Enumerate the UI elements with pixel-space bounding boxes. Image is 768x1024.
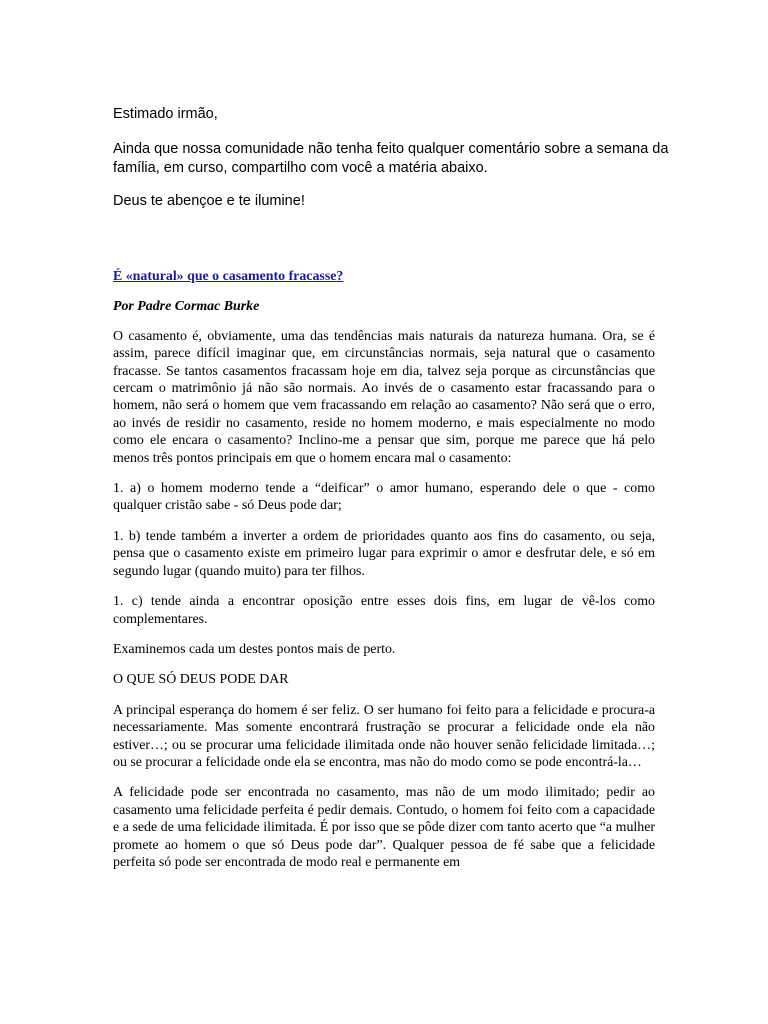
article-list-item-b: 1. b) tende também a inverter a ordem de prioridades quanto aos fins do casamento, ou seja, pensa que o casamento existe em primeiro lugar para exprimir o amor e desfrutar dele, e só em segundo lugar (quando muito) para ter filhos. bbox=[113, 528, 655, 579]
article-body bbox=[113, 268, 655, 884]
article-list-item-a: 1. a) o homem moderno tende a “deificar” o amor humano, esperando dele o que - como qualquer cristão sabe - só Deus pode dar; bbox=[113, 481, 655, 514]
letter-intro bbox=[113, 140, 673, 178]
letter-greeting bbox=[113, 105, 673, 124]
article-title-link[interactable]: É «natural» que o casamento fracasse? bbox=[113, 269, 344, 284]
letter-blessing bbox=[113, 192, 673, 211]
article-paragraph: O casamento é, obviamente, uma das tendências mais naturais da natureza humana. Ora, se é assim, parece difícil imaginar que, em circunstâncias normais, seja natural que o casamento fracasse. Se tantos casamentos fracassam hoje em dia, talvez seja porque as circunstâncias que cercam o matrimônio já não são normais. Ao invés de o casamento estar fracassando para o homem, não será o homem que vem fracassando em relação ao casamento? Não será que o erro, ao invés de residir no casamento, reside no homem moderno, e mais especialmente no modo como ele encara o casamento? Inclino-me a pensar que sim, porque me parece que há pelo menos três pontos principais em que o homem encara mal o casamento: bbox=[113, 328, 655, 466]
blessing-text: Deus te abençoe e te ilumine! bbox=[113, 193, 305, 209]
greeting-text: Estimado irmão, bbox=[113, 106, 218, 122]
intro-text: Ainda que nossa comunidade não tenha feito qualquer comentário sobre a semana da família, em curso, compartilho com você a matéria abaixo. bbox=[113, 141, 669, 176]
section-paragraph: A felicidade pode ser encontrada no casamento, mas não de um modo ilimitado; pedir ao casamento uma felicidade perfeita é pedir demais. Contudo, o homem foi feito com a capacidade e a sede de uma felicidade ilimitada. É por isso que se pôde dizer com tanto acerto que “a mulher promete ao homem o que só Deus pode dar”. Qualquer pessoa de fé sabe que a felicidade perfeita só pode ser encontrada de modo real e permanente em bbox=[113, 785, 655, 870]
article-byline: Por Padre Cormac Burke bbox=[113, 299, 260, 315]
section-heading: O QUE SÓ DEUS PODE DAR bbox=[113, 672, 289, 688]
article-paragraph: Examinemos cada um destes pontos mais de perto. bbox=[113, 641, 396, 657]
article-list-item-c: 1. c) tende ainda a encontrar oposição entre esses dois fins, em lugar de vê-los como complementares. bbox=[113, 594, 655, 627]
section-paragraph: A principal esperança do homem é ser feliz. O ser humano foi feito para a felicidade e procura-a necessariamente. Mas somente encontrará frustração se procurar a felicidade onde ela não estiver…; ou se procurar uma felicidade ilimitada onde não houver senão felicidade limitada…; ou se procurar a felicidade onde ela se encontra, mas não do modo como se pode encontrá-la… bbox=[113, 702, 655, 770]
